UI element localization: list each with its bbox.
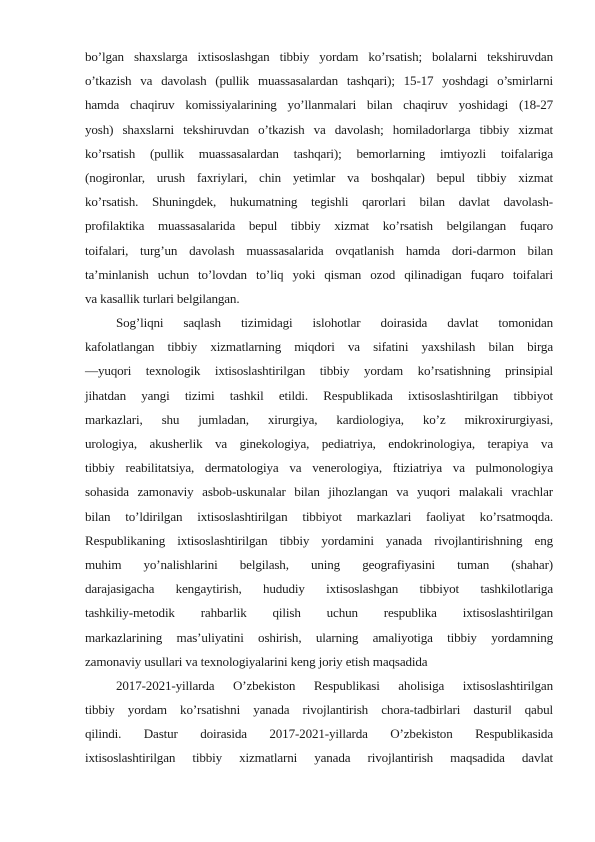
text-line: hamda chaqiruv komissiyalarining yo’llanmalari bilan chaqiruv yoshidagi (18-27: [85, 97, 553, 113]
text-line: profilaktika muassasalarida bepul tibbiy xizmat ko’rsatish belgilangan fuqaro: [85, 218, 553, 234]
text-line: jihatdan yangi tizimi tashkil etildi. Respublikada ixtisoslashtirilgan tibbiyot: [85, 387, 553, 403]
text-line: sohasida zamonaviy asbob-uskunalar bilan jihozlangan va yuqori malakali vrachlar: [85, 484, 553, 500]
text-line: Sog’liqni saqlash tizimidagi islohotlar doirasida davlat tomonidan: [116, 315, 553, 331]
text-line: yosh) shaxslarni tekshiruvdan o’tkazish va davolash; homiladorlarga tibbiy xizmat: [85, 121, 553, 137]
text-line: ko’rsatish (pullik muassasalardan tashqari); bemorlarning imtiyozli toifalariga: [85, 145, 553, 161]
text-line: —yuqori texnologik ixtisoslashtirilgan tibbiy yordam ko’rsatishning prinsipial: [85, 363, 553, 379]
text-line: 2017-2021-yillarda O’zbekiston Respublikasi aholisiga ixtisoslashtirilgan: [116, 677, 553, 693]
text-line: tibbiy yordam ko’rsatishni yanada rivojlantirish chora-tadbirlari dasturi‖ qabul: [85, 702, 553, 718]
paragraph-2: [85, 311, 553, 674]
paragraph-3: [85, 674, 553, 771]
text-line: markazlarining mas’uliyatini oshirish, ularning amaliyotiga tibbiy yordamning: [85, 629, 553, 645]
text-line: markazlari, shu jumladan, xirurgiya, kardiologiya, ko’z mikroxirurgiyasi,: [85, 411, 553, 427]
text-line: va kasallik turlari belgilangan.: [85, 290, 240, 306]
text-line: ixtisoslashtirilgan tibbiy xizmatlarni yanada rivojlantirish maqsadida davlat: [85, 750, 553, 766]
text-line: ta’minlanish uchun to’lovdan to’liq yoki qisman ozod qilinadigan fuqaro toifalari: [85, 266, 553, 282]
text-line: (nogironlar, urush faxriylari, chin yetimlar va boshqalar) bepul tibbiy xizmat: [85, 169, 553, 185]
text-line: toifalari, turg’un davolash muassasalarida ovqatlanish hamda dori-darmon bilan: [85, 242, 553, 258]
text-line: kafolatlangan tibbiy xizmatlarning miqdori va sifatini yaxshilash bilan birga: [85, 339, 553, 355]
document-page: [85, 45, 553, 771]
text-line: ko’rsatish. Shuningdek, hukumatning tegishli qarorlari bilan davlat davolash-: [85, 194, 553, 210]
paragraph-1: [85, 45, 553, 311]
text-line: muhim yo’nalishlarini belgilash, uning geografiyasini tuman (shahar): [85, 556, 553, 572]
text-line: o’tkazish va davolash (pullik muassasalardan tashqari); 15-17 yoshdagi o’smirlarni: [85, 73, 553, 89]
text-line: bilan to’ldirilgan ixtisoslashtirilgan tibbiyot markazlari faoliyat ko’rsatmoqda.: [85, 508, 553, 524]
text-line: qilindi. Dastur doirasida 2017-2021-yillarda O’zbekiston Respublikasida: [85, 726, 553, 742]
text-line: zamonaviy usullari va texnologiyalarini keng joriy etish maqsadida: [85, 653, 428, 669]
text-line: Respublikaning ixtisoslashtirilgan tibbiy yordamini yanada rivojlantirishning eng: [85, 532, 553, 548]
text-line: bo’lgan shaxslarga ixtisoslashgan tibbiy yordam ko’rsatish; bolalarni tekshiruvdan: [85, 49, 553, 64]
text-line: tibbiy reabilitatsiya, dermatologiya va venerologiya, ftiziatriya va pulmonologiya: [85, 460, 553, 476]
text-line: darajasigacha kengaytirish, hududiy ixtisoslashgan tibbiyot tashkilotlariga: [85, 581, 553, 597]
text-line: urologiya, akusherlik va ginekologiya, pediatriya, endokrinologiya, terapiya va: [85, 436, 553, 451]
text-line: tashkiliy-metodik rahbarlik qilish uchun respublika ixtisoslashtirilgan: [85, 605, 553, 621]
